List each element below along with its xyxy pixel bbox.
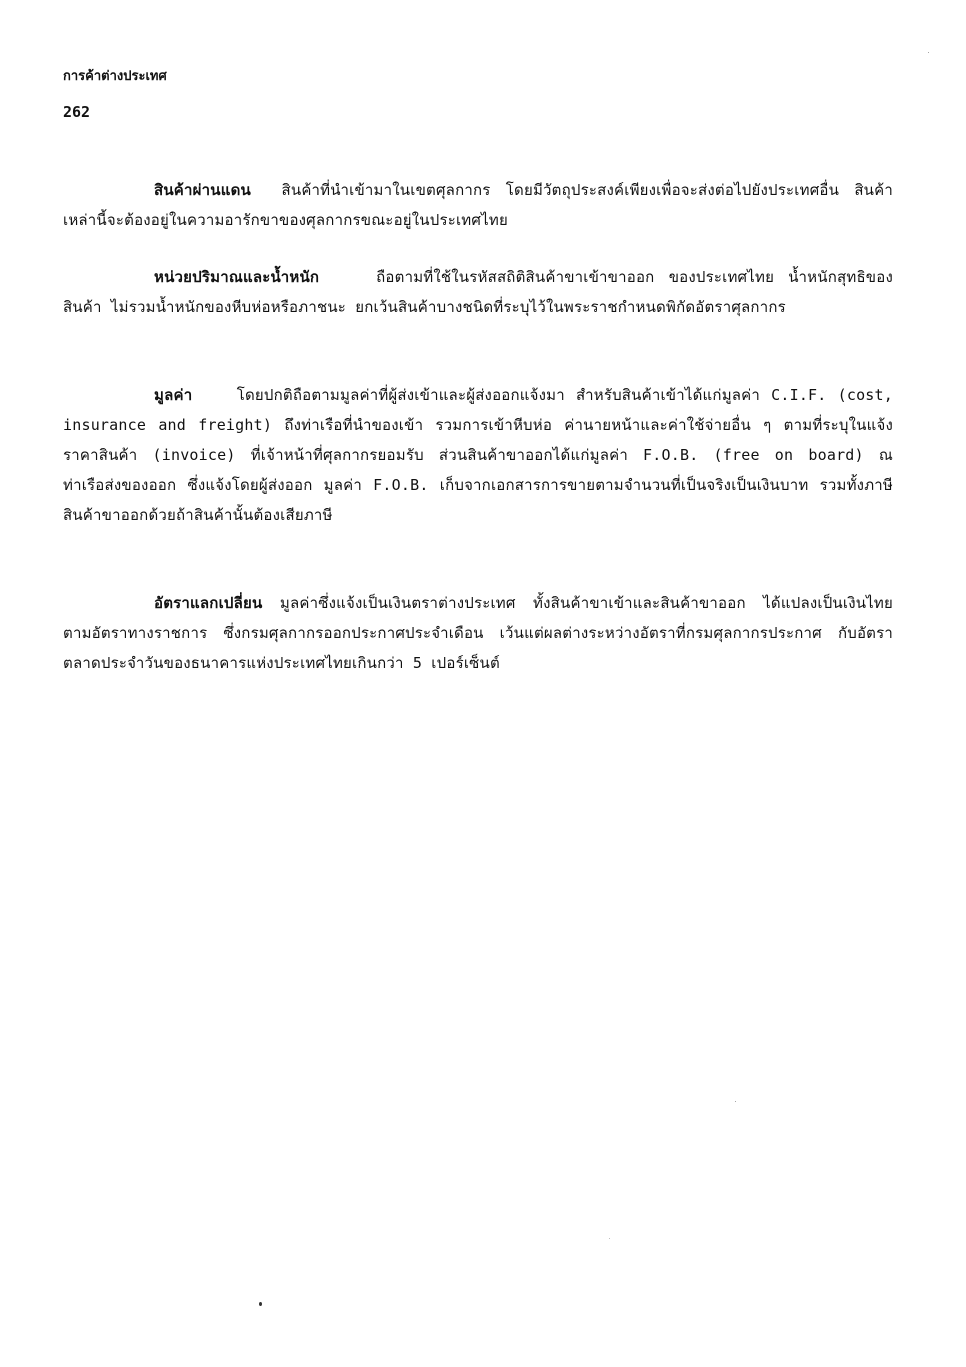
- term-transit-goods: สินค้าผ่านแดน: [154, 181, 251, 199]
- term-units-and-weight: หน่วยปริมาณและน้ำหนัก: [154, 268, 320, 286]
- definition-value: โดยปกติถือตามมูลค่าที่ผู้ส่งเข้าและผู้ส่งออกแจ้งมา สำหรับสินค้าเข้าได้แก่มูลค่า C.I.F. (cost, insurance and freight) ถึงท่าเรือที่นำของเข้า รวมการเข้าหีบห่อ ค่านายหน้าและค่าใช้จ่ายอื่น ๆ ตามที่ระบุในแจ้งราคาสินค้า (invoice) ที่เจ้าหน้าที่ศุลกากรยอมรับ ส่วนสินค้าขาออกได้แก่มูลค่า F.O.B. (free on board) ณ ท่าเรือส่งของออก ซึ่งแจ้งโดยผู้ส่งออก มูลค่า F.O.B. เก็บจากเอกสารการขายตามจำนวนที่เป็นจริงเป็นเงินบาท รวมทั้งภาษีสินค้าขาออกด้วยถ้าสินค้านั้นต้องเสียภาษี: [63, 386, 893, 524]
- scan-speck: [259, 1302, 262, 1306]
- paragraph-value: [63, 380, 893, 530]
- paragraph-transit-goods: [63, 175, 893, 235]
- definition-exchange-rate: มูลค่าซึ่งแจ้งเป็นเงินตราต่างประเทศ ทั้งสินค้าขาเข้าและสินค้าขาออก ได้แปลงเป็นเงินไทยตามอัตราทางราชการ ซึ่งกรมศุลกากรออกประกาศประจำเดือน เว้นแต่ผลต่างระหว่างอัตราที่กรมศุลกากรประกาศ กับอัตราตลาดประจำวันของธนาคารแห่งประเทศไทยเกินกว่า 5 เปอร์เซ็นต์: [63, 594, 893, 672]
- definition-transit-goods: สินค้าที่นำเข้ามาในเขตศุลกากร โดยมีวัตถุประสงค์เพียงเพื่อจะส่งต่อไปยังประเทศอื่น สินค้าเหล่านี้จะต้องอยู่ในความอารักขาของศุลกากรขณะอยู่ในประเทศไทย: [63, 181, 893, 229]
- paragraph-units-and-weight: [63, 262, 893, 322]
- paragraph-exchange-rate: [63, 588, 893, 678]
- scan-speck: [735, 1101, 736, 1102]
- scan-speck: [609, 1238, 610, 1239]
- scan-speck: [928, 52, 929, 53]
- term-exchange-rate: อัตราแลกเปลี่ยน: [154, 594, 263, 612]
- page-number: 262: [63, 103, 91, 121]
- definition-units-and-weight: ถือตามที่ใช้ในรหัสสถิติสินค้าขาเข้าขาออก ของประเทศไทย น้ำหนักสุทธิของสินค้า ไม่รวมน้ำหนักของหีบห่อหรือภาชนะ ยกเว้นสินค้าบางชนิดที่ระบุไว้ในพระราชกำหนดพิกัดอัตราศุลกากร: [63, 268, 893, 316]
- running-title: การค้าต่างประเทศ: [63, 69, 167, 84]
- term-value: มูลค่า: [154, 386, 193, 404]
